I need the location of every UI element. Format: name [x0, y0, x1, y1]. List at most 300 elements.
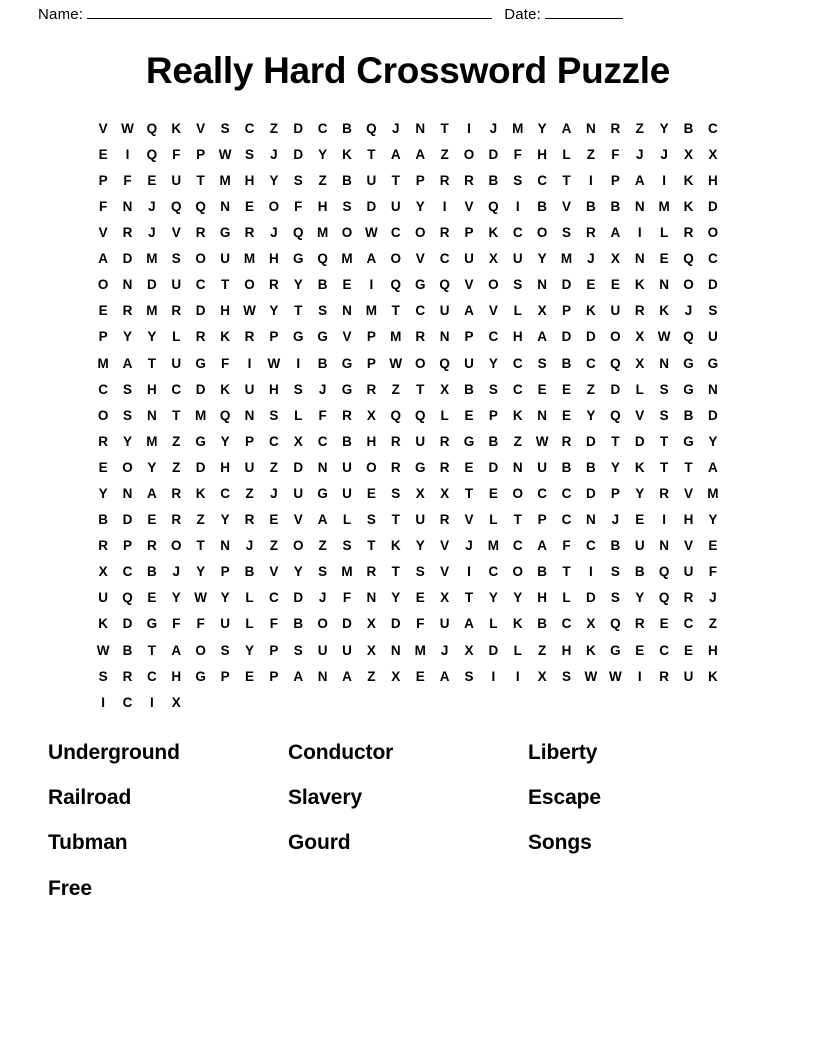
grid-letter[interactable]: L: [342, 512, 352, 528]
grid-letter[interactable]: H: [708, 172, 718, 188]
grid-letter[interactable]: R: [439, 433, 450, 449]
grid-letter[interactable]: V: [171, 225, 181, 241]
grid-letter[interactable]: F: [172, 616, 181, 632]
grid-letter[interactable]: S: [513, 277, 523, 293]
grid-letter[interactable]: Y: [415, 198, 425, 214]
grid-letter[interactable]: K: [98, 616, 108, 632]
grid-letter[interactable]: T: [562, 564, 571, 580]
grid-letter[interactable]: J: [709, 590, 717, 606]
grid-letter[interactable]: P: [98, 172, 108, 188]
grid-letter[interactable]: Y: [220, 590, 230, 606]
grid-letter[interactable]: G: [707, 355, 719, 371]
grid-letter[interactable]: R: [610, 120, 621, 136]
grid-letter[interactable]: R: [195, 225, 206, 241]
grid-letter[interactable]: D: [708, 407, 718, 423]
grid-letter[interactable]: P: [464, 225, 474, 241]
grid-letter[interactable]: Z: [708, 616, 717, 632]
grid-letter[interactable]: H: [244, 172, 255, 188]
grid-letter[interactable]: M: [219, 172, 231, 188]
grid-letter[interactable]: U: [634, 538, 645, 554]
grid-letter[interactable]: Z: [586, 146, 596, 162]
grid-letter[interactable]: G: [195, 668, 206, 684]
grid-letter[interactable]: T: [391, 564, 400, 580]
grid-letter[interactable]: O: [244, 277, 255, 293]
grid-letter[interactable]: P: [610, 172, 620, 188]
grid-letter[interactable]: U: [293, 486, 304, 501]
grid-letter[interactable]: T: [294, 303, 303, 319]
grid-letter[interactable]: P: [610, 486, 620, 501]
grid-letter[interactable]: I: [369, 277, 374, 293]
grid-letter[interactable]: M: [146, 433, 158, 449]
grid-letter[interactable]: G: [341, 355, 353, 371]
grid-letter[interactable]: T: [416, 381, 425, 397]
grid-letter[interactable]: B: [683, 120, 694, 136]
grid-letter[interactable]: A: [171, 642, 182, 658]
grid-letter[interactable]: G: [414, 459, 426, 475]
grid-letter[interactable]: Z: [440, 146, 449, 162]
grid-letter[interactable]: L: [562, 146, 571, 162]
grid-letter[interactable]: P: [415, 172, 425, 188]
grid-letter[interactable]: Z: [318, 538, 327, 554]
grid-letter[interactable]: N: [634, 251, 645, 267]
grid-letter[interactable]: A: [708, 459, 718, 475]
grid-letter[interactable]: Z: [318, 172, 327, 188]
grid-letter[interactable]: U: [683, 564, 694, 580]
grid-letter[interactable]: H: [220, 459, 230, 475]
grid-letter[interactable]: T: [659, 459, 669, 475]
grid-letter[interactable]: O: [610, 329, 621, 345]
grid-letter[interactable]: C: [586, 355, 596, 371]
grid-letter[interactable]: D: [488, 642, 499, 658]
grid-letter[interactable]: Y: [147, 329, 157, 345]
grid-letter[interactable]: Z: [196, 512, 205, 528]
grid-letter[interactable]: R: [122, 668, 133, 684]
grid-letter[interactable]: X: [708, 146, 718, 162]
grid-letter[interactable]: D: [586, 486, 596, 501]
grid-letter[interactable]: E: [244, 198, 254, 214]
grid-letter[interactable]: P: [366, 355, 376, 371]
grid-letter[interactable]: D: [293, 590, 304, 606]
grid-letter[interactable]: Y: [513, 590, 523, 606]
grid-letter[interactable]: Y: [537, 120, 547, 136]
grid-letter[interactable]: S: [244, 146, 254, 162]
grid-letter[interactable]: Y: [147, 459, 157, 475]
grid-letter[interactable]: S: [293, 172, 303, 188]
grid-letter[interactable]: P: [537, 512, 547, 528]
grid-letter[interactable]: E: [562, 407, 572, 423]
grid-letter[interactable]: T: [684, 459, 693, 475]
grid-letter[interactable]: A: [342, 668, 352, 684]
grid-letter[interactable]: U: [439, 303, 450, 319]
grid-letter[interactable]: V: [488, 303, 498, 319]
grid-letter[interactable]: T: [391, 303, 400, 319]
grid-letter[interactable]: O: [366, 459, 377, 475]
grid-letter[interactable]: D: [293, 459, 304, 475]
grid-letter[interactable]: A: [122, 355, 133, 371]
grid-letter[interactable]: T: [367, 146, 376, 162]
grid-letter[interactable]: T: [147, 355, 157, 371]
grid-letter[interactable]: N: [122, 486, 133, 501]
grid-letter[interactable]: S: [562, 225, 572, 241]
grid-letter[interactable]: V: [293, 512, 303, 528]
grid-letter[interactable]: Y: [659, 120, 669, 136]
grid-letter[interactable]: D: [561, 329, 572, 345]
grid-letter[interactable]: D: [561, 277, 572, 293]
grid-letter[interactable]: M: [146, 303, 158, 319]
grid-letter[interactable]: Q: [610, 355, 621, 371]
grid-letter[interactable]: B: [147, 564, 157, 580]
grid-letter[interactable]: L: [635, 381, 644, 397]
grid-letter[interactable]: S: [171, 251, 181, 267]
grid-letter[interactable]: W: [608, 668, 622, 684]
grid-letter[interactable]: R: [342, 407, 352, 423]
grid-letter[interactable]: H: [220, 303, 230, 319]
grid-letter[interactable]: C: [122, 564, 133, 580]
grid-letter[interactable]: U: [439, 616, 450, 632]
grid-letter[interactable]: E: [98, 303, 108, 319]
grid-letter[interactable]: T: [196, 172, 205, 188]
grid-letter[interactable]: C: [512, 538, 523, 554]
grid-letter[interactable]: T: [562, 172, 571, 188]
grid-letter[interactable]: T: [147, 642, 157, 658]
grid-letter[interactable]: R: [122, 225, 133, 241]
grid-letter[interactable]: R: [659, 668, 669, 684]
grid-letter[interactable]: Z: [635, 120, 644, 136]
grid-letter[interactable]: O: [512, 564, 524, 580]
grid-letter[interactable]: O: [707, 225, 719, 241]
grid-letter[interactable]: Y: [415, 538, 425, 554]
grid-letter[interactable]: Z: [269, 459, 278, 475]
grid-letter[interactable]: U: [317, 642, 328, 658]
grid-letter[interactable]: D: [195, 381, 206, 397]
grid-letter[interactable]: V: [98, 120, 108, 136]
grid-letter[interactable]: M: [341, 251, 353, 267]
grid-letter[interactable]: S: [269, 407, 279, 423]
grid-letter[interactable]: C: [220, 486, 230, 501]
grid-letter[interactable]: Z: [269, 120, 278, 136]
grid-letter[interactable]: L: [489, 512, 498, 528]
grid-letter[interactable]: Z: [538, 642, 547, 658]
grid-letter[interactable]: P: [244, 433, 254, 449]
grid-letter[interactable]: U: [366, 172, 377, 188]
grid-letter[interactable]: L: [659, 225, 669, 241]
grid-letter[interactable]: E: [147, 172, 157, 188]
grid-letter[interactable]: O: [488, 277, 499, 293]
grid-letter[interactable]: S: [391, 486, 401, 501]
grid-letter[interactable]: C: [98, 381, 108, 397]
grid-letter[interactable]: T: [464, 486, 474, 501]
grid-letter[interactable]: J: [587, 251, 595, 267]
grid-letter[interactable]: Q: [610, 407, 621, 423]
grid-letter[interactable]: Y: [391, 590, 401, 606]
grid-letter[interactable]: R: [464, 172, 474, 188]
grid-letter[interactable]: U: [683, 668, 694, 684]
grid-letter[interactable]: C: [439, 251, 450, 267]
grid-letter[interactable]: X: [635, 355, 645, 371]
grid-letter[interactable]: N: [220, 198, 230, 214]
grid-letter[interactable]: I: [150, 694, 154, 710]
grid-letter[interactable]: H: [512, 329, 523, 345]
grid-letter[interactable]: X: [440, 486, 450, 501]
grid-letter[interactable]: M: [560, 251, 573, 267]
grid-letter[interactable]: O: [536, 225, 548, 241]
grid-letter[interactable]: Z: [245, 486, 254, 501]
grid-letter[interactable]: R: [98, 433, 108, 449]
grid-letter[interactable]: H: [268, 251, 279, 267]
grid-letter[interactable]: M: [195, 407, 207, 423]
grid-letter[interactable]: P: [98, 329, 108, 345]
grid-letter[interactable]: G: [292, 251, 304, 267]
grid-letter[interactable]: R: [171, 303, 182, 319]
grid-letter[interactable]: B: [537, 198, 548, 214]
grid-letter[interactable]: J: [635, 146, 644, 162]
grid-letter[interactable]: R: [586, 225, 596, 241]
grid-letter[interactable]: U: [220, 251, 230, 267]
grid-letter[interactable]: G: [292, 329, 304, 345]
grid-letter[interactable]: Z: [367, 668, 376, 684]
grid-letter[interactable]: B: [342, 172, 352, 188]
grid-letter[interactable]: Y: [708, 433, 718, 449]
grid-letter[interactable]: C: [561, 512, 572, 528]
grid-letter[interactable]: O: [683, 277, 694, 293]
grid-letter[interactable]: S: [342, 538, 352, 554]
grid-letter[interactable]: A: [317, 512, 328, 528]
grid-letter[interactable]: X: [537, 303, 547, 319]
grid-letter[interactable]: K: [683, 198, 694, 214]
grid-letter[interactable]: Z: [586, 381, 596, 397]
grid-letter[interactable]: V: [269, 564, 279, 580]
grid-letter[interactable]: Y: [98, 486, 108, 501]
grid-letter[interactable]: C: [659, 642, 669, 658]
grid-letter[interactable]: D: [122, 616, 133, 632]
grid-letter[interactable]: U: [342, 642, 352, 658]
grid-letter[interactable]: C: [537, 172, 548, 188]
grid-letter[interactable]: I: [467, 120, 471, 136]
grid-letter[interactable]: I: [296, 355, 301, 371]
grid-letter[interactable]: U: [220, 616, 230, 632]
grid-letter[interactable]: W: [535, 433, 549, 449]
grid-letter[interactable]: F: [98, 198, 108, 214]
grid-letter[interactable]: Y: [488, 590, 498, 606]
grid-letter[interactable]: S: [123, 407, 133, 423]
grid-letter[interactable]: D: [586, 433, 596, 449]
grid-letter[interactable]: R: [439, 459, 450, 475]
grid-letter[interactable]: M: [512, 120, 524, 136]
grid-letter[interactable]: J: [318, 381, 327, 397]
grid-letter[interactable]: Y: [269, 172, 279, 188]
grid-letter[interactable]: D: [586, 590, 596, 606]
grid-letter[interactable]: X: [683, 146, 693, 162]
grid-letter[interactable]: Y: [586, 407, 596, 423]
grid-letter[interactable]: Q: [390, 407, 402, 423]
grid-letter[interactable]: L: [513, 303, 522, 319]
grid-letter[interactable]: H: [683, 512, 694, 528]
grid-letter[interactable]: W: [218, 146, 232, 162]
grid-letter[interactable]: M: [658, 198, 670, 214]
grid-letter[interactable]: G: [463, 433, 475, 449]
grid-letter[interactable]: D: [147, 277, 157, 293]
grid-letter[interactable]: Z: [391, 381, 400, 397]
grid-letter[interactable]: Z: [172, 459, 181, 475]
grid-letter[interactable]: A: [537, 538, 548, 554]
grid-letter[interactable]: C: [268, 590, 279, 606]
grid-letter[interactable]: G: [317, 486, 328, 501]
grid-letter[interactable]: X: [391, 668, 401, 684]
grid-letter[interactable]: T: [172, 407, 181, 423]
grid-letter[interactable]: F: [611, 146, 620, 162]
grid-letter[interactable]: Y: [635, 486, 645, 501]
grid-letter[interactable]: R: [634, 303, 645, 319]
grid-letter[interactable]: U: [171, 355, 182, 371]
grid-letter[interactable]: D: [366, 198, 377, 214]
grid-letter[interactable]: N: [366, 590, 377, 606]
grid-letter[interactable]: B: [244, 564, 255, 580]
grid-letter[interactable]: S: [659, 407, 669, 423]
grid-letter[interactable]: F: [172, 146, 181, 162]
grid-letter[interactable]: B: [586, 459, 596, 475]
grid-letter[interactable]: R: [122, 303, 133, 319]
grid-letter[interactable]: I: [662, 172, 666, 188]
grid-letter[interactable]: N: [659, 277, 669, 293]
grid-letter[interactable]: N: [415, 120, 426, 136]
grid-letter[interactable]: R: [244, 329, 255, 345]
grid-letter[interactable]: Q: [439, 277, 450, 293]
grid-letter[interactable]: M: [317, 225, 329, 241]
grid-letter[interactable]: C: [537, 486, 548, 501]
grid-letter[interactable]: G: [195, 355, 206, 371]
grid-letter[interactable]: S: [318, 303, 328, 319]
grid-letter[interactable]: W: [96, 642, 110, 658]
grid-letter[interactable]: S: [342, 198, 352, 214]
grid-letter[interactable]: X: [635, 329, 645, 345]
grid-letter[interactable]: X: [366, 407, 376, 423]
grid-letter[interactable]: X: [366, 642, 376, 658]
grid-letter[interactable]: K: [586, 642, 596, 658]
grid-letter[interactable]: Q: [488, 198, 499, 214]
grid-letter[interactable]: S: [98, 668, 108, 684]
grid-letter[interactable]: Y: [220, 433, 230, 449]
grid-letter[interactable]: N: [634, 198, 645, 214]
grid-letter[interactable]: P: [123, 538, 133, 554]
grid-letter[interactable]: V: [440, 538, 450, 554]
grid-letter[interactable]: B: [122, 642, 133, 658]
grid-letter[interactable]: N: [122, 198, 133, 214]
grid-letter[interactable]: E: [659, 616, 669, 632]
grid-letter[interactable]: Q: [122, 590, 133, 606]
grid-letter[interactable]: C: [268, 433, 279, 449]
grid-letter[interactable]: O: [195, 642, 206, 658]
grid-letter[interactable]: G: [414, 277, 426, 293]
grid-letter[interactable]: U: [464, 251, 474, 267]
grid-letter[interactable]: O: [195, 251, 206, 267]
grid-letter[interactable]: C: [122, 694, 133, 710]
grid-letter[interactable]: J: [270, 146, 278, 162]
grid-letter[interactable]: I: [637, 668, 642, 684]
grid-letter[interactable]: R: [366, 381, 377, 397]
grid-letter[interactable]: Z: [172, 433, 181, 449]
grid-letter[interactable]: E: [147, 512, 157, 528]
grid-letter[interactable]: P: [464, 329, 474, 345]
grid-letter[interactable]: R: [268, 277, 279, 293]
grid-letter[interactable]: G: [219, 225, 231, 241]
grid-letter[interactable]: K: [342, 146, 352, 162]
grid-letter[interactable]: N: [586, 120, 596, 136]
grid-letter[interactable]: J: [148, 225, 156, 241]
grid-letter[interactable]: C: [586, 538, 596, 554]
grid-letter[interactable]: U: [171, 172, 182, 188]
grid-letter[interactable]: W: [365, 225, 378, 241]
grid-letter[interactable]: F: [294, 198, 303, 214]
grid-letter[interactable]: L: [440, 407, 449, 423]
grid-letter[interactable]: B: [342, 120, 352, 136]
grid-letter[interactable]: D: [293, 146, 304, 162]
grid-letter[interactable]: E: [415, 668, 425, 684]
grid-letter[interactable]: B: [683, 407, 694, 423]
grid-letter[interactable]: X: [98, 564, 108, 580]
grid-letter[interactable]: W: [389, 355, 403, 371]
grid-letter[interactable]: L: [245, 616, 254, 632]
grid-letter[interactable]: D: [293, 120, 304, 136]
grid-letter[interactable]: E: [464, 407, 474, 423]
grid-letter[interactable]: O: [341, 225, 353, 241]
grid-letter[interactable]: M: [243, 251, 256, 267]
grid-letter[interactable]: F: [196, 616, 205, 632]
grid-letter[interactable]: Q: [390, 277, 402, 293]
grid-letter[interactable]: K: [220, 381, 230, 397]
grid-letter[interactable]: D: [610, 381, 621, 397]
grid-letter[interactable]: Q: [195, 198, 206, 214]
grid-letter[interactable]: S: [464, 668, 474, 684]
grid-letter[interactable]: K: [512, 407, 523, 423]
grid-letter[interactable]: P: [366, 329, 376, 345]
grid-letter[interactable]: M: [365, 303, 378, 319]
grid-letter[interactable]: D: [634, 433, 645, 449]
grid-letter[interactable]: G: [610, 642, 621, 658]
grid-letter[interactable]: C: [683, 616, 694, 632]
grid-letter[interactable]: K: [512, 616, 523, 632]
grid-letter[interactable]: J: [148, 198, 156, 214]
grid-letter[interactable]: K: [171, 120, 182, 136]
grid-letter[interactable]: F: [269, 616, 278, 632]
grid-letter[interactable]: R: [415, 329, 426, 345]
grid-letter[interactable]: Z: [269, 538, 278, 554]
grid-letter[interactable]: J: [270, 225, 278, 241]
grid-letter[interactable]: V: [562, 198, 572, 214]
grid-letter[interactable]: U: [342, 486, 352, 501]
grid-letter[interactable]: F: [342, 590, 352, 606]
grid-letter[interactable]: R: [683, 590, 694, 606]
grid-letter[interactable]: S: [659, 381, 669, 397]
grid-letter[interactable]: R: [98, 538, 108, 554]
grid-letter[interactable]: S: [537, 355, 547, 371]
grid-letter[interactable]: D: [708, 277, 718, 293]
grid-letter[interactable]: E: [342, 277, 352, 293]
grid-letter[interactable]: R: [244, 512, 255, 528]
grid-letter[interactable]: J: [318, 590, 327, 606]
grid-letter[interactable]: J: [611, 512, 620, 528]
grid-letter[interactable]: T: [367, 538, 376, 554]
grid-letter[interactable]: S: [123, 381, 133, 397]
grid-letter[interactable]: C: [488, 564, 499, 580]
grid-letter[interactable]: A: [415, 146, 426, 162]
grid-letter[interactable]: E: [537, 381, 547, 397]
grid-letter[interactable]: U: [512, 251, 523, 267]
grid-letter[interactable]: K: [586, 303, 596, 319]
grid-letter[interactable]: S: [293, 642, 303, 658]
grid-letter[interactable]: D: [488, 459, 499, 475]
grid-letter[interactable]: D: [195, 303, 206, 319]
grid-letter[interactable]: X: [586, 616, 596, 632]
